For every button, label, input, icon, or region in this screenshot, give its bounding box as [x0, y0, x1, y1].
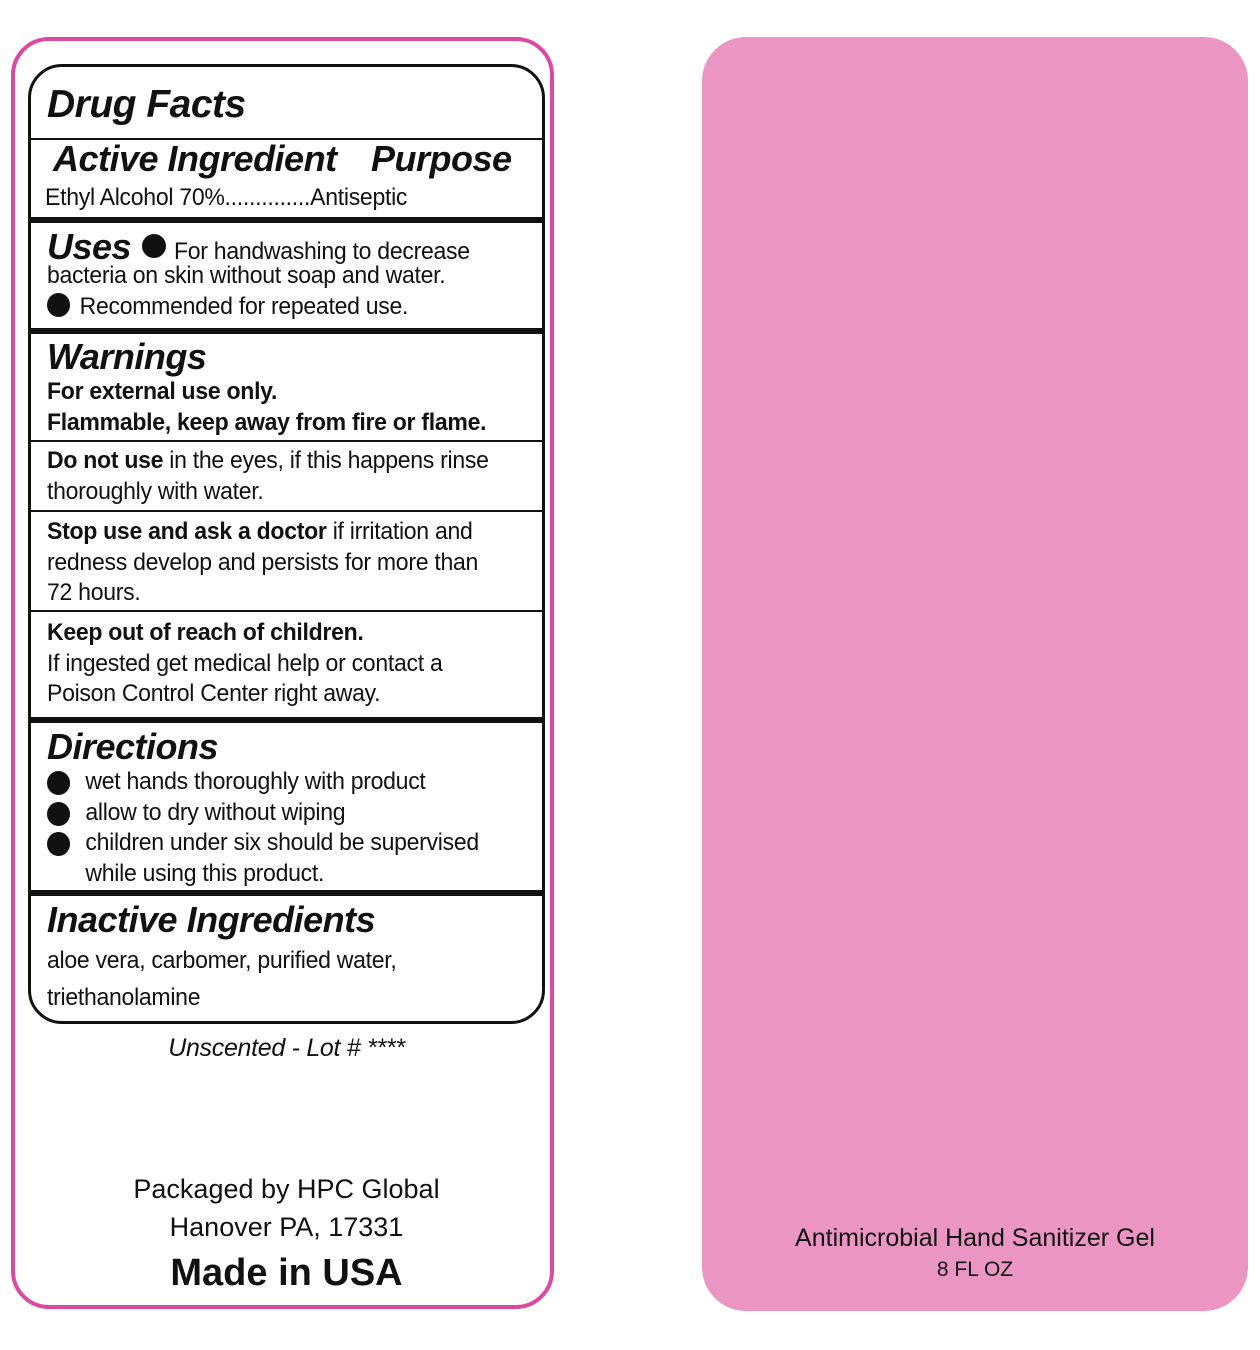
product-name: Antimicrobial Hand Sanitizer Gel — [795, 1224, 1155, 1252]
made-in-usa: Made in USA — [170, 1252, 403, 1294]
do-not-use-text-cont: thoroughly with water. — [47, 477, 264, 505]
drug-facts-label-panel — [11, 37, 554, 1309]
directions-item — [47, 828, 513, 859]
stop-use-section — [31, 517, 542, 609]
do-not-use-label: Do not use — [47, 447, 164, 474]
directions-item-text: allow to dry without wiping — [85, 798, 346, 826]
stop-use-text-line2: redness develop and persists for more than — [47, 548, 479, 576]
warnings-section — [31, 337, 542, 438]
directions-item — [47, 767, 513, 798]
keep-out-text-line2: Poison Control Center right away. — [47, 680, 381, 707]
uses-item-1-line1: For handwashing to decrease — [173, 238, 470, 265]
directions-item-text: children under six should be supervised — [85, 829, 479, 856]
uses-item-2 — [47, 292, 513, 323]
directions-item-text: while using this product. — [85, 859, 325, 887]
directions-item — [47, 798, 513, 829]
lot-number: Unscented - Lot # **** — [168, 1034, 405, 1062]
divider — [31, 328, 542, 334]
divider — [31, 890, 542, 896]
divider — [31, 440, 542, 442]
drug-facts-box — [28, 64, 545, 1024]
active-ingredient-header: Active Ingredient — [53, 138, 337, 179]
address: Hanover PA, 17331 — [169, 1212, 404, 1242]
keep-out-text-line1: If ingested get medical help or contact a — [47, 649, 443, 677]
dot-leader: .............. — [224, 184, 311, 211]
product-volume: 8 FL OZ — [936, 1258, 1014, 1281]
uses-heading: Uses — [47, 226, 132, 267]
keep-out-of-reach-section — [31, 618, 542, 710]
stop-use-text-line3: 72 hours. — [47, 579, 141, 606]
front-label-panel — [702, 37, 1248, 1311]
bullet-icon — [47, 832, 70, 856]
divider — [31, 217, 542, 223]
directions-item-text: wet hands thoroughly with product — [85, 768, 426, 795]
active-ingredient-row — [45, 183, 407, 214]
directions-item-continued — [47, 859, 513, 890]
uses-section — [31, 227, 542, 322]
inactive-ingredients-line1: aloe vera, carbomer, purified water, — [47, 947, 397, 974]
active-ingredient-value: Ethyl Alcohol 70% — [45, 184, 225, 211]
do-not-use-section — [31, 446, 542, 507]
stop-use-label: Stop use and ask a doctor — [47, 518, 327, 545]
bullet-icon — [47, 293, 70, 317]
uses-item-1-line2: bacteria on skin without soap and water. — [47, 262, 446, 289]
packaged-by: Packaged by HPC Global — [133, 1174, 440, 1204]
divider — [31, 610, 542, 612]
bullet-icon — [142, 234, 166, 258]
do-not-use-text: in the eyes, if this happens rinse — [163, 447, 489, 474]
directions-section — [31, 727, 542, 889]
bullet-icon — [47, 802, 70, 826]
warning-external-use: For external use only. — [47, 378, 278, 405]
warnings-heading: Warnings — [47, 336, 207, 377]
bullet-icon — [47, 771, 70, 795]
purpose-value: Antiseptic — [310, 184, 408, 211]
inactive-ingredients-section — [31, 900, 542, 1013]
warning-flammable: Flammable, keep away from fire or flame. — [47, 408, 487, 436]
keep-out-label: Keep out of reach of children. — [47, 619, 364, 646]
inactive-ingredients-line2: triethanolamine — [47, 983, 201, 1011]
inactive-ingredients-heading: Inactive Ingredients — [47, 899, 376, 940]
drug-facts-title-section — [31, 83, 542, 127]
stop-use-text: if irritation and — [326, 518, 473, 545]
uses-item-2-text: Recommended for repeated use. — [79, 292, 409, 320]
divider — [31, 717, 542, 723]
directions-heading: Directions — [47, 726, 219, 767]
drug-facts-title: Drug Facts — [47, 83, 246, 126]
active-ingredient-section — [31, 139, 542, 219]
divider — [31, 510, 542, 512]
purpose-header: Purpose — [371, 138, 512, 179]
